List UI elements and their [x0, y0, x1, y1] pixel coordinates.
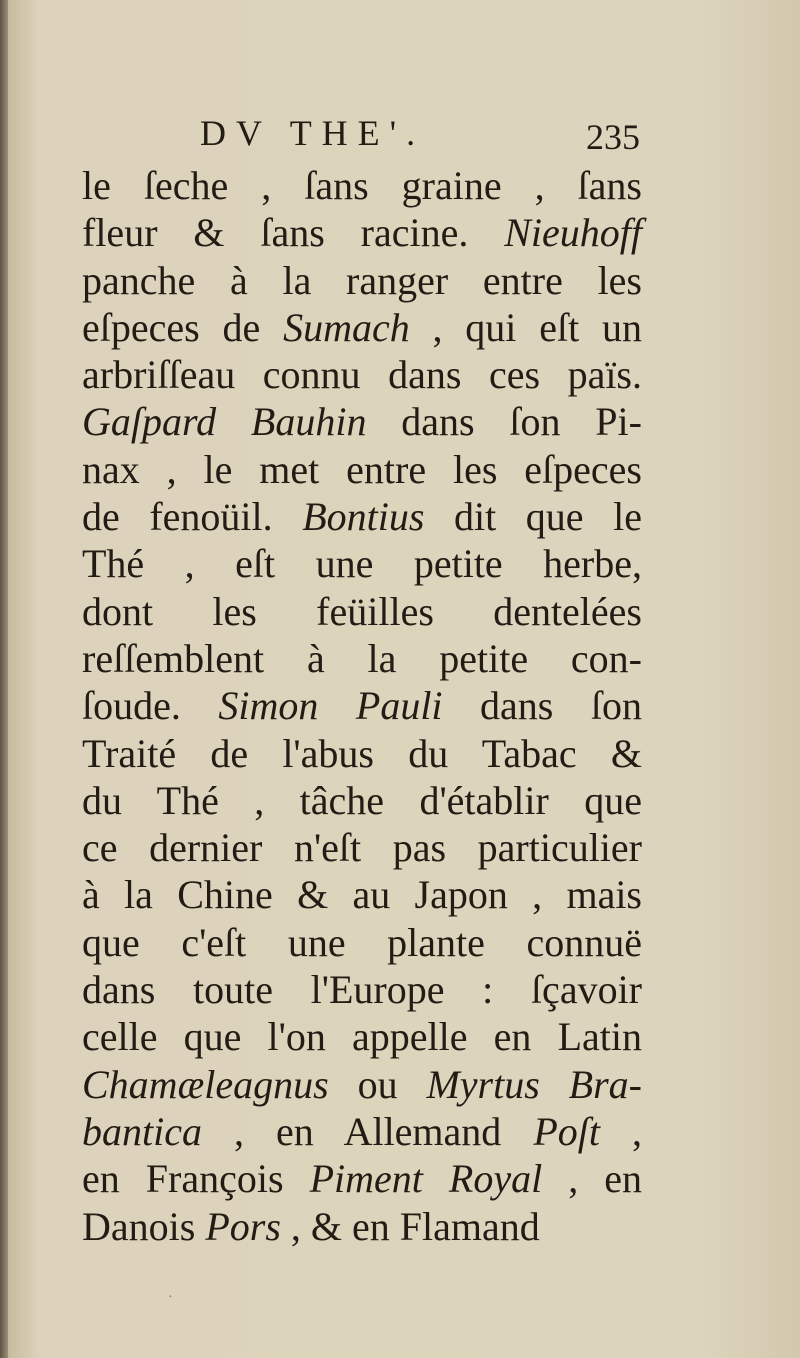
- page-header: [200, 112, 640, 162]
- text-line: [82, 919, 642, 966]
- body-text: [82, 162, 642, 1250]
- italic-name: Piment Royal: [309, 1156, 543, 1202]
- text-line: [82, 1108, 642, 1155]
- text-run: en François: [82, 1156, 310, 1202]
- text-run: de fenoüil.: [82, 494, 303, 540]
- text-line: [82, 730, 642, 777]
- text-run: , & en Flamand: [280, 1203, 540, 1249]
- text-line: [82, 777, 642, 824]
- text-line: [82, 635, 642, 682]
- text-run: que c'eſt une plante connuë: [82, 919, 642, 965]
- text-run: Danois: [82, 1203, 206, 1249]
- text-line: [82, 871, 642, 918]
- text-line: [82, 304, 642, 351]
- text-run: eſpeces de: [82, 304, 284, 350]
- text-line: [82, 1203, 642, 1250]
- italic-name: Nieuhoff: [504, 210, 642, 256]
- text-run: panche à la ranger entre les: [82, 257, 642, 303]
- italic-name: Simon Pauli: [218, 683, 443, 729]
- text-run: , en Allemand: [201, 1108, 534, 1154]
- text-line: [82, 351, 642, 398]
- text-run: fleur & ſans racine.: [82, 210, 505, 256]
- text-line: [82, 162, 642, 209]
- text-line: [82, 257, 642, 304]
- text-run: dit que le: [424, 494, 642, 540]
- text-run: ce dernier n'eſt pas particulier: [82, 825, 642, 871]
- text-line: [82, 493, 642, 540]
- italic-name: Bontius: [302, 494, 425, 540]
- text-line: [82, 966, 642, 1013]
- text-run: le ſeche , ſans graine , ſans: [82, 163, 642, 208]
- text-line: [82, 824, 642, 871]
- ink-speck: ·: [168, 1290, 173, 1305]
- page-number: 235: [586, 117, 640, 157]
- text-line: [82, 446, 642, 493]
- text-run: celle que l'on appelle en Latin: [82, 1014, 642, 1060]
- text-line: [82, 540, 642, 587]
- text-run: du Thé , tâche d'établir que: [82, 777, 642, 823]
- text-run: , en: [542, 1156, 642, 1202]
- italic-name: Chamæleagnus: [82, 1061, 329, 1107]
- text-run: dans toute l'Europe : ſçavoir: [82, 967, 642, 1013]
- italic-name: Poſt: [533, 1108, 600, 1154]
- text-line: [82, 398, 642, 445]
- text-run: dans ſon Pi-: [366, 399, 642, 445]
- text-run: à la Chine & au Japon , mais: [82, 872, 642, 918]
- text-line: [82, 588, 642, 635]
- text-run: nax , le met entre les eſpeces: [82, 446, 642, 492]
- running-title: DV THE'.: [200, 113, 426, 153]
- italic-name: Gaſpard Bauhin: [82, 399, 367, 445]
- text-run: Thé , eſt une petite herbe,: [82, 541, 642, 587]
- text-run: arbriſſeau connu dans ces païs.: [82, 352, 642, 398]
- text-line: [82, 209, 642, 256]
- text-run: Traité de l'abus du Tabac &: [82, 730, 642, 776]
- text-run: dont les feüilles dentelées: [82, 588, 642, 634]
- text-run: dans ſon: [442, 683, 642, 729]
- italic-name: bantica: [82, 1108, 202, 1154]
- text-run: reſſemblent à la petite con-: [82, 635, 642, 681]
- italic-name: Myrtus Bra-: [426, 1061, 642, 1107]
- text-line: [82, 682, 642, 729]
- text-run: ,: [600, 1108, 643, 1154]
- book-spine-edge: [0, 0, 8, 1358]
- text-line: [82, 1061, 642, 1108]
- text-run: ſoude.: [82, 683, 219, 729]
- italic-name: Sumach: [283, 304, 410, 350]
- text-run: , qui eſt un: [409, 304, 643, 350]
- text-line: [82, 1013, 642, 1060]
- text-line: [82, 1155, 642, 1202]
- italic-name: Pors: [205, 1203, 281, 1249]
- text-run: ou: [328, 1061, 427, 1107]
